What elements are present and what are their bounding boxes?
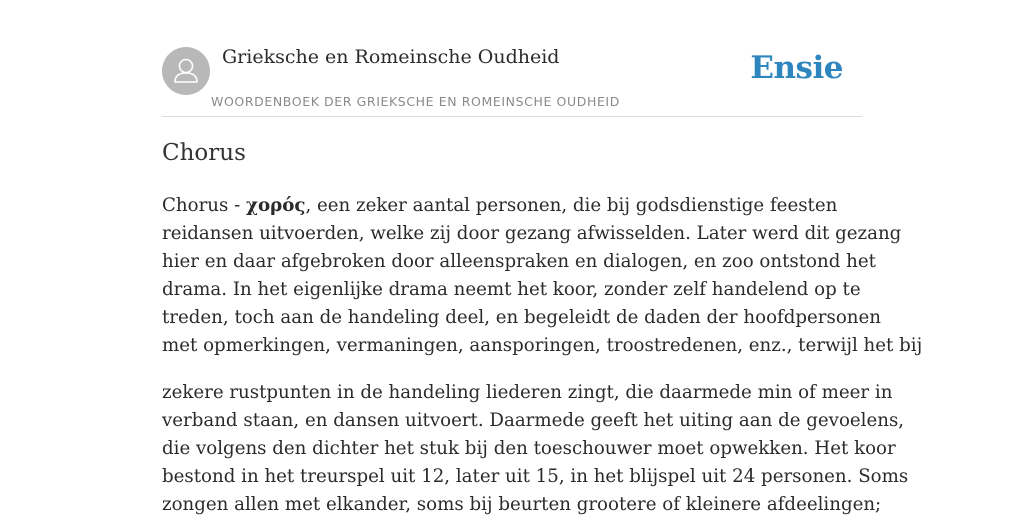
text-line: met opmerkingen, vermaningen, aansporingen, troostredenen, enz., terwijl het bij xyxy=(162,335,923,356)
entry-paragraph-1 xyxy=(162,192,923,360)
text-line: bestond in het treurspel uit 12, later uit 15, in het blijspel uit 24 personen. Soms xyxy=(162,466,909,487)
site-subtitle: WOORDENBOEK DER GRIEKSCHE EN ROMEINSCHE OUDHEID xyxy=(211,94,620,109)
greek-term: χορός xyxy=(246,195,306,216)
text-line xyxy=(162,192,867,220)
entry-title: Chorus xyxy=(162,140,246,166)
text-line: hier en daar afgebroken door alleenspraken en dialogen, en zoo ontstond het xyxy=(162,251,876,272)
site-title[interactable]: Grieksche en Romeinsche Oudheid xyxy=(222,46,560,68)
text-line: zekere rustpunten in de handeling liederen zingt, die daarmede min of meer in xyxy=(162,382,893,403)
text-line: reidansen uitvoerden, welke zij door gezang afwisselden. Later werd dit gezang xyxy=(162,223,902,244)
ensie-logo[interactable]: Ensie xyxy=(750,50,843,86)
entry-term: Chorus - xyxy=(162,195,247,216)
text-line: die volgens den dichter het stuk bij den toeschouwer moet opwekken. Het koor xyxy=(162,438,896,459)
text-line-segment: , een zeker aantal personen, die bij godsdienstige feesten xyxy=(305,195,838,216)
user-icon xyxy=(162,47,210,95)
text-line: treden, toch aan de handeling deel, en begeleidt de daden der hoofdpersonen xyxy=(162,307,881,328)
text-line: verband staan, en dansen uitvoert. Daarmede geeft het uiting aan de gevoelens, xyxy=(162,410,905,431)
entry-paragraph-2 xyxy=(162,379,909,519)
header xyxy=(162,44,862,117)
avatar[interactable] xyxy=(162,47,210,95)
text-line: drama. In het eigenlijke drama neemt het koor, zonder zelf handelend op te xyxy=(162,279,861,300)
text-line: zongen allen met elkander, soms bij beurten grootere of kleinere afdeelingen; xyxy=(162,494,882,515)
